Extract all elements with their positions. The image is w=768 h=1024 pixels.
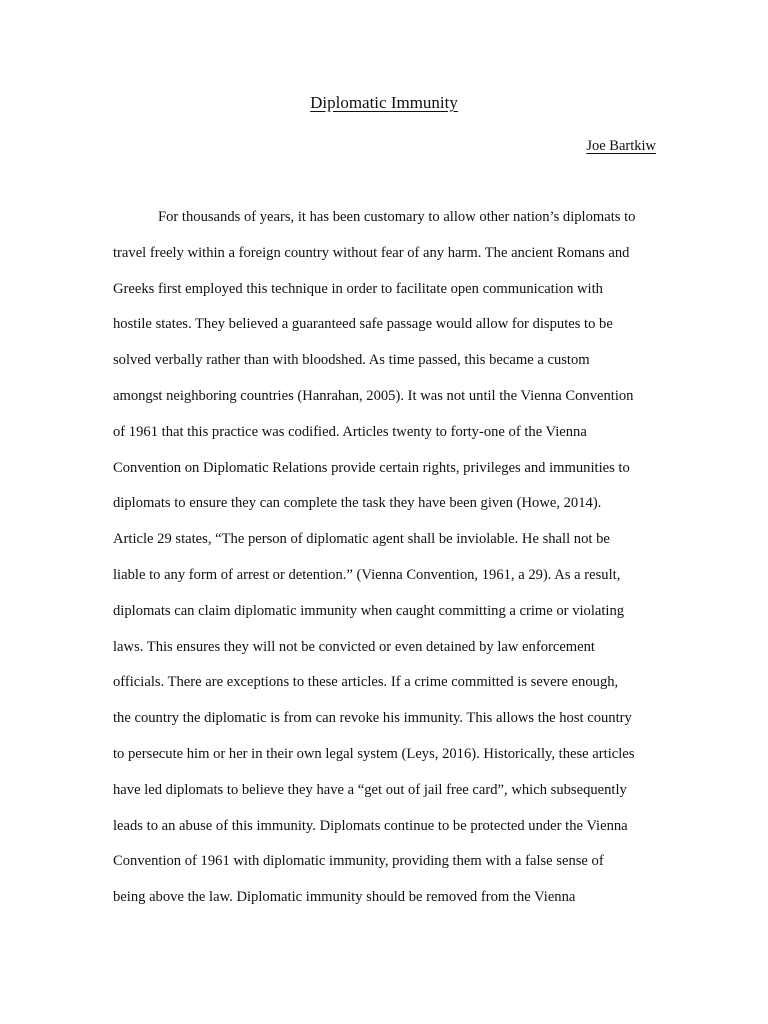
body-line: leads to an abuse of this immunity. Diplomats continue to be protected under the Vienna [113, 817, 628, 834]
body-line: to persecute him or her in their own legal system (Leys, 2016). Historically, these articles [113, 745, 635, 762]
body-line: have led diplomats to believe they have a “get out of jail free card”, which subsequently [113, 781, 627, 798]
body-line: laws. This ensures they will not be convicted or even detained by law enforcement [113, 638, 595, 655]
document-title-container [0, 92, 768, 114]
body-line: travel freely within a foreign country without fear of any harm. The ancient Romans and [113, 244, 630, 261]
body-line: For thousands of years, it has been customary to allow other nation’s diplomats to [158, 209, 636, 225]
body-line: liable to any form of arrest or detention.” (Vienna Convention, 1961, a 29). As a result, [113, 566, 621, 583]
body-line: amongst neighboring countries (Hanrahan, 2005). It was not until the Vienna Convention [113, 387, 634, 404]
body-line: the country the diplomatic is from can revoke his immunity. This allows the host country [113, 710, 632, 727]
body-line: Convention of 1961 with diplomatic immunity, providing them with a false sense of [113, 853, 604, 870]
body-text [113, 207, 658, 923]
body-line: Greeks first employed this technique in order to facilitate open communication with [113, 280, 603, 297]
body-line: being above the law. Diplomatic immunity should be removed from the Vienna [113, 889, 576, 906]
body-line: Convention on Diplomatic Relations provide certain rights, privileges and immunities to [113, 459, 630, 476]
body-line: Article 29 states, “The person of diplomatic agent shall be inviolable. He shall not be [113, 531, 610, 548]
body-line: hostile states. They believed a guaranteed safe passage would allow for disputes to be [113, 316, 613, 333]
author-name: Joe Bartkiw [586, 138, 656, 154]
body-line: solved verbally rather than with bloodshed. As time passed, this became a custom [113, 352, 590, 369]
body-line: officials. There are exceptions to these articles. If a crime committed is severe enough, [113, 674, 619, 691]
body-line: diplomats to ensure they can complete the task they have been given (Howe, 2014). [113, 495, 602, 512]
document-title: Diplomatic Immunity [310, 93, 458, 112]
body-line: of 1961 that this practice was codified. Articles twenty to forty-one of the Vienna [113, 423, 587, 440]
body-line: diplomats can claim diplomatic immunity when caught committing a crime or violating [113, 602, 625, 619]
